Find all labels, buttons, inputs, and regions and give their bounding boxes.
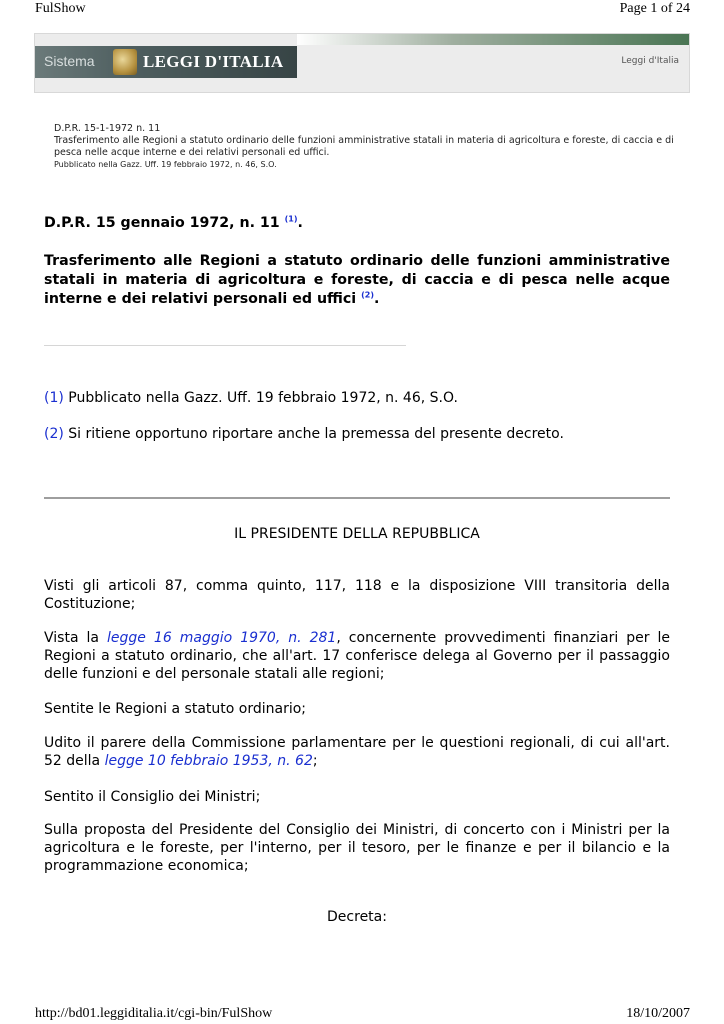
banner-right-label: Leggi d'Italia [621,56,679,66]
divider [44,345,406,346]
link-legge-281-1970[interactable]: legge 16 maggio 1970, n. 281 [107,630,337,646]
paragraph-visti: Visti gli articoli 87, comma quinto, 117, 118 e la disposizione VIII transitoria della Costituzione; [44,578,670,612]
footnote-ref-2[interactable]: (2) [361,290,374,300]
paragraph-vista-start: Vista la [44,630,108,646]
doc-ref-number: D.P.R. 15-1-1972 n. 11 [54,123,161,134]
decree-title-end: . [373,291,380,307]
paragraph-udito [44,734,670,770]
document-reference [54,123,674,171]
doc-ref-publication: Pubblicato nella Gazz. Uff. 19 febbraio 1972, n. 46, S.O. [54,160,277,169]
paragraph-proposta: Sulla proposta del Presidente del Consiglio dei Ministri, di concerto con i Ministri per la agricoltura e le foreste, per l'interno, per il tesoro, per le finanze e per il bilancio e la programmazione economica; [44,822,670,874]
paragraph-udito-start: Udito il parere della Commissione parlamentare per le questioni regionali, di cui all'art. 52 della [44,735,670,769]
decree-heading [44,214,670,233]
decree-heading-end: . [297,215,303,231]
footnote-1-text: Pubblicato nella Gazz. Uff. 19 febbraio 1972, n. 46, S.O. [68,390,458,406]
decree-number: D.P.R. 15 gennaio 1972, n. 11 [44,215,280,231]
decree-title [44,252,670,309]
site-logo[interactable] [35,46,297,78]
paragraph-sentite: Sentite le Regioni a statuto ordinario; [44,701,307,717]
footnote-1 [44,389,684,408]
footnote-ref-1[interactable]: (1) [284,214,298,224]
print-header-title: FulShow [35,1,86,16]
print-header-page-number: Page 1 of 24 [619,1,690,16]
doc-ref-title: Trasferimento alle Regioni a statuto ordinario delle funzioni amministrative statali in materia di agricoltura e foreste, di caccia e di pesca nelle acque interne e dei relativi personali ed uffici. [54,135,674,158]
link-legge-62-1953[interactable]: legge 10 febbraio 1953, n. 62 [104,753,313,769]
paragraph-vista-end: , concernente provvedimenti finanziari per le Regioni a statuto ordinario, che all'art. 17 conferisce delega al Governo per il passaggio delle funzioni e del personale statali alle regioni; [44,630,670,682]
logo-sistema-text: Sistema [44,53,95,69]
decreta-heading: Decreta: [327,909,387,925]
decree-title-text: Trasferimento alle Regioni a statuto ordinario delle funzioni amministrative statali in materia di agricoltura e foreste, di caccia e di pesca nelle acque interne e dei relativi personali ed uffici [44,253,670,307]
print-footer-url: http://bd01.leggiditalia.it/cgi-bin/FulShow [35,1006,273,1021]
footnote-2 [44,425,684,444]
crest-icon [113,49,137,75]
footnote-2-number[interactable]: (2) [44,426,64,442]
footnote-1-number[interactable]: (1) [44,390,64,406]
section-divider [44,497,670,499]
paragraph-vista [44,629,670,683]
site-banner [34,33,690,93]
banner-gradient-bar [297,34,689,45]
president-heading: IL PRESIDENTE DELLA REPUBBLICA [234,526,480,542]
logo-title: LEGGI D'ITALIA [143,52,284,71]
footnote-2-text: Si ritiene opportuno riportare anche la premessa del presente decreto. [68,426,564,442]
paragraph-sentito: Sentito il Consiglio dei Ministri; [44,789,261,805]
paragraph-udito-end: ; [312,753,318,769]
print-footer-date: 18/10/2007 [626,1006,690,1021]
